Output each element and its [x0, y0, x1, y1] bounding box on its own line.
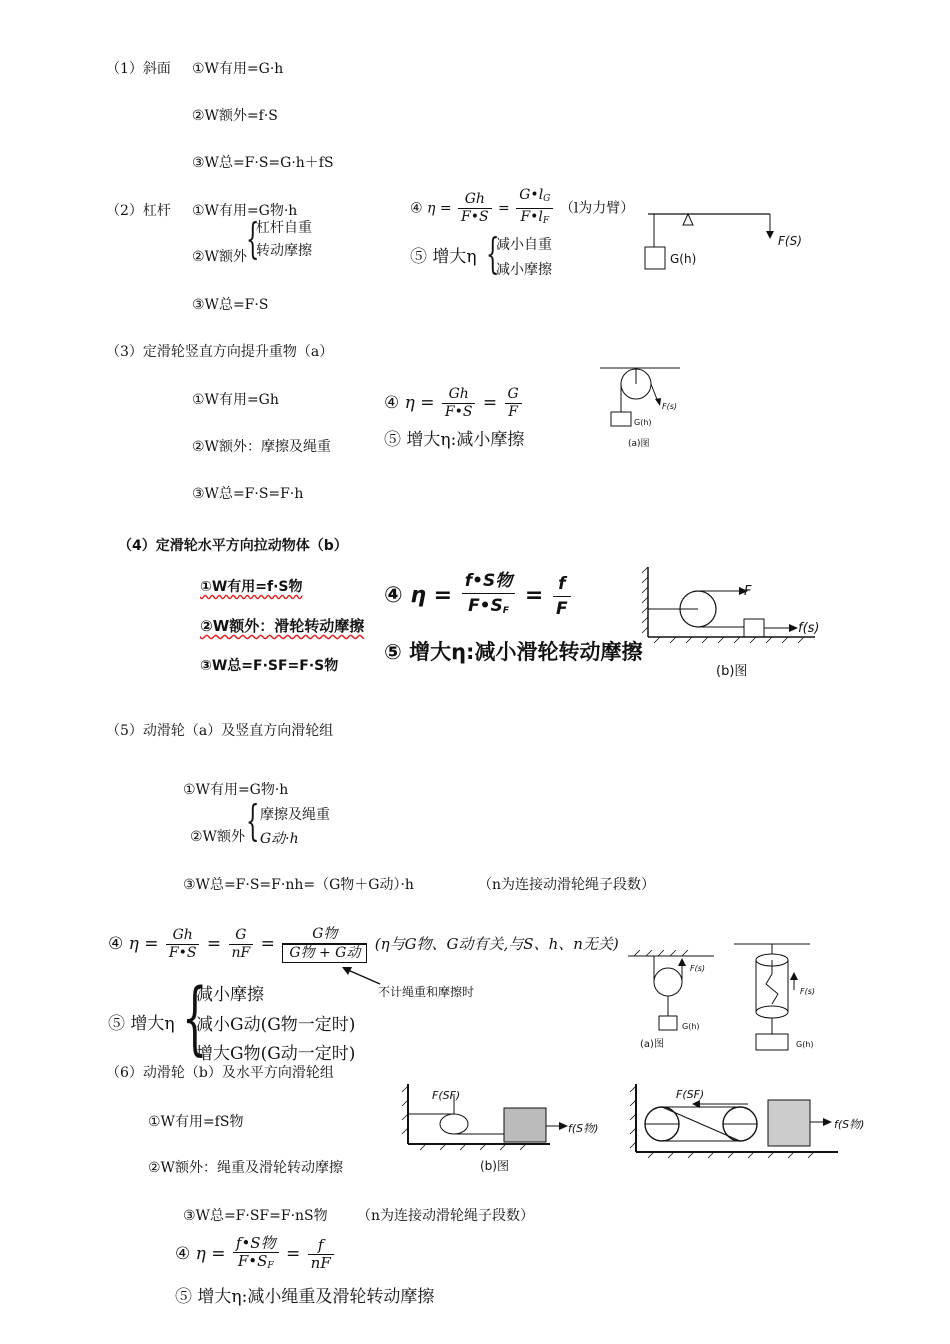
s5-extra-work-label: ②W额外 [190, 829, 245, 845]
s6b-fs-label: f(S物) [568, 1122, 599, 1135]
s5b-g-label: G(h) [796, 1040, 814, 1049]
s5a-f-label: F(s) [690, 964, 706, 973]
s5b-f-label: F(s) [800, 987, 816, 996]
s2-total-work: ③W总=F·S [192, 297, 269, 313]
s5-extra-item: 摩擦及绳重 [260, 807, 330, 823]
s3-efficiency-formula: ④ η = $\frac{Gh}{F•S}$ = $\frac{G}{F}$ [384, 383, 524, 423]
s5a-g-label: G(h) [682, 1022, 700, 1031]
s5-increase-item: 减小摩擦 [196, 985, 264, 1005]
s2-extra-brace: { [246, 214, 260, 263]
s5-increase-item: 增大G物(G动一定时) [196, 1044, 356, 1064]
s5-total-work: ③W总=F·S=F·nh=（G物＋G动）·h [183, 877, 414, 893]
s4-useful-work [200, 578, 303, 596]
s4-total-work: ③W总=F·SF=F·S物 [200, 658, 339, 674]
s5-efficiency-formula: ④ η = $\frac{Gh}{F•S}$ = $\frac{G}{nF}$ = $\frac{\text{G物}}{\text{G物 + G动}}$ (η与G物、G动有关,与S、h、n无关) [108, 926, 619, 961]
s6-increase: ⑤ 增大η:减小绳重及滑轮转动摩擦 [175, 1287, 435, 1307]
lever-g-label: G(h) [670, 252, 697, 266]
s4-caption: (b)图 [716, 664, 748, 679]
section2-title: （2）杠杆 [106, 203, 171, 219]
s5-increase-item: 减小G动(G物一定时) [196, 1015, 356, 1035]
s4-eff-prefix: ④ [384, 583, 403, 608]
s4-fs-label: f(s) [798, 621, 820, 636]
s1-useful-work: ①W有用=G·h [192, 61, 284, 77]
s4-f-label: F [744, 584, 752, 599]
s6-extra-work: ②W额外：绳重及滑轮转动摩擦 [148, 1160, 343, 1176]
s4-extra-text: ②W额外：滑轮转动摩擦 [200, 617, 365, 635]
s6-total-note: （n为连接动滑轮绳子段数） [357, 1208, 535, 1224]
s5-total-note: （n为连接动滑轮绳子段数） [478, 877, 656, 893]
s3-total-work: ③W总=F·S=F·h [192, 486, 304, 502]
s5-eff-prefix: ④ [108, 934, 124, 954]
fixed-pulley-horizontal-diagram [640, 565, 820, 665]
s2-extra-work-label: ②W额外 [192, 249, 247, 265]
s2-increase-item: 减小自重 [496, 237, 552, 253]
s6c-fs-label: f(S物) [834, 1118, 865, 1131]
s3-caption: (a)图 [628, 439, 650, 449]
s2-eff-note: （l为力臂） [559, 200, 635, 217]
lever-f-label: F(S) [778, 234, 802, 248]
s6c-f-label: F(SF) [676, 1088, 705, 1101]
s6-eff-prefix: ④ [175, 1244, 191, 1264]
s3-eff-prefix: ④ [384, 393, 400, 413]
s2-increase-label: ⑤ 增大η [410, 247, 477, 267]
s5-arrow-note: 不计绳重和摩擦时 [378, 985, 475, 999]
s5-useful-work: ①W有用=G物·h [183, 782, 289, 798]
section4-title: （4）定滑轮水平方向拉动物体（b） [118, 538, 348, 554]
s3-extra-work: ②W额外：摩擦及绳重 [192, 439, 331, 455]
s3-g-label: G(h) [634, 418, 652, 427]
s4-efficiency-formula: ④ η = $\frac{\text{f•S物}}{F•S_F}$ = $\frac{f}{F}$ [384, 566, 573, 626]
s5-eff-note: (η与G物、G动有关,与S、h、n无关) [374, 935, 619, 953]
s4-useful-text: ①W有用=f·S物 [200, 579, 303, 595]
s5-extra-item: G动·h [260, 831, 299, 847]
section1-title: （1）斜面 [106, 61, 171, 77]
s6-total-work: ③W总=F·SF=F·nS物 [183, 1208, 328, 1224]
s5-extra-brace: { [246, 796, 260, 845]
s2-useful-work: ①W有用=G物·h [192, 203, 298, 219]
s2-eff-prefix: ④ [410, 200, 423, 217]
s2-extra-item: 转动摩擦 [256, 243, 312, 259]
s3-f-label: F(s) [662, 402, 678, 411]
section3-title: （3）定滑轮竖直方向提升重物（a） [106, 344, 334, 360]
s3-useful-work: ①W有用=Gh [192, 392, 279, 408]
s2-increase-brace: { [486, 229, 500, 278]
s2-increase-item: 减小摩擦 [496, 262, 552, 278]
s2-extra-item: 杠杆自重 [256, 220, 312, 236]
s4-increase: ⑤ 增大η:减小滑轮转动摩擦 [384, 640, 643, 664]
pulley-block-diagram [730, 940, 840, 1055]
s6-efficiency-formula: ④ η = $\frac{\text{f•S物}}{F•S_F}$ = $\frac{f}{nF}$ [175, 1232, 336, 1276]
s3-increase: ⑤ 增大η:减小摩擦 [384, 430, 525, 450]
section5-title: （5）动滑轮（a）及竖直方向滑轮组 [106, 723, 334, 739]
s4-extra-work [200, 617, 364, 635]
s5-increase-label: ⑤ 增大η [108, 1014, 175, 1034]
s5a-caption: (a)图 [640, 1039, 664, 1050]
s1-extra-work: ②W额外=f·S [192, 108, 278, 124]
s6-useful-work: ①W有用=fS物 [148, 1114, 244, 1130]
s6b-f-label: F(SF) [432, 1089, 461, 1102]
s1-total-work: ③W总=F·S=G·h＋fS [192, 155, 334, 171]
pulley-block-horizontal-diagram [628, 1082, 858, 1162]
s2-efficiency-formula: ④ η = $\frac{Gh}{F•S}$ = $\frac{G•l_G}{F•l_F}$ （l为力臂） [410, 187, 635, 226]
s6b-caption: (b)图 [480, 1159, 509, 1173]
section6-title: （6）动滑轮（b）及水平方向滑轮组 [106, 1065, 334, 1081]
s5-increase-brace: { [182, 971, 208, 1064]
